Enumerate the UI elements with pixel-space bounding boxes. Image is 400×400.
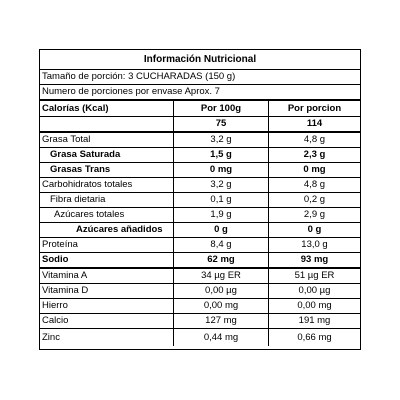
value-per-serving: 0,00 µg: [298, 285, 331, 296]
serving-size: Tamaño de porción: 3 CUCHARADAS (150 g): [40, 70, 360, 85]
calories-blank: [40, 117, 174, 131]
nutrient-name: Azúcares añadidos: [40, 223, 174, 237]
row-grasa-saturada: [40, 148, 360, 163]
value-per-100g: 0 mg: [174, 163, 269, 177]
value-per-serving: 13,0 g: [301, 239, 328, 250]
value-per-100g: 0,1 g: [174, 193, 269, 207]
value-per-100g: 3,2 g: [174, 133, 269, 147]
row-azucares-totales: [40, 208, 360, 223]
value-per-serving: 191 mg: [298, 315, 331, 326]
calories-per-serving: 114: [306, 118, 323, 129]
nutrient-name: Sodio: [40, 253, 174, 267]
nutrient-name: Grasa Total: [40, 133, 174, 147]
servings-per-container: Numero de porciones por envase Aprox. 7: [40, 85, 360, 101]
row-vitamina-a: [40, 269, 360, 284]
row-hierro: [40, 299, 360, 314]
value-per-serving: 51 µg ER: [294, 270, 335, 281]
per-serving-header: Por porcion: [287, 103, 342, 114]
value-per-serving: 0 g: [307, 224, 322, 235]
nutrient-name: Azúcares totales: [40, 208, 174, 222]
row-proteina: [40, 238, 360, 253]
row-vitamina-d: [40, 284, 360, 299]
nutrient-name: Grasas Trans: [40, 163, 174, 177]
header-row: [40, 101, 360, 117]
value-per-100g: 62 mg: [174, 253, 269, 267]
value-per-serving: 4,8 g: [303, 179, 326, 190]
value-per-serving: 4,8 g: [303, 134, 326, 145]
value-per-serving: 2,3 g: [303, 149, 326, 160]
value-per-100g: 1,9 g: [174, 208, 269, 222]
value-per-100g: 3,2 g: [174, 178, 269, 192]
row-zinc: [40, 329, 360, 346]
value-per-100g: 8,4 g: [174, 238, 269, 252]
row-calcio: [40, 314, 360, 329]
value-per-100g: 34 µg ER: [174, 269, 269, 283]
row-fibra: [40, 193, 360, 208]
nutrient-name: Vitamina D: [40, 284, 174, 298]
row-grasa-total: [40, 133, 360, 148]
calories-label: Calorías (Kcal): [40, 101, 174, 116]
per-100g-header: Por 100g: [174, 101, 269, 116]
value-per-100g: 127 mg: [174, 314, 269, 328]
nutrition-facts-table: [39, 49, 361, 350]
table-title: Información Nutricional: [40, 50, 360, 70]
nutrient-name: Hierro: [40, 299, 174, 313]
nutrient-name: Vitamina A: [40, 269, 174, 283]
nutrient-name: Calcio: [40, 314, 174, 328]
row-azucares-anadidos: [40, 223, 360, 238]
row-carbohidratos: [40, 178, 360, 193]
value-per-serving: 0,00 mg: [297, 300, 332, 311]
value-per-100g: 0 g: [174, 223, 269, 237]
row-sodio: [40, 253, 360, 269]
value-per-100g: 1,5 g: [174, 148, 269, 162]
nutrient-name: Zinc: [40, 329, 174, 346]
nutrient-name: Proteína: [40, 238, 174, 252]
value-per-serving: 2,9 g: [303, 209, 326, 220]
nutrient-name: Fibra dietaria: [40, 193, 174, 207]
nutrient-name: Carbohidratos totales: [40, 178, 174, 192]
value-per-100g: 0,00 mg: [174, 299, 269, 313]
value-per-serving: 0,2 g: [303, 194, 326, 205]
calories-per-100g: 75: [174, 117, 269, 131]
calories-row: [40, 117, 360, 133]
value-per-serving: 0 mg: [303, 164, 326, 175]
value-per-100g: 0,00 µg: [174, 284, 269, 298]
value-per-serving: 0,66 mg: [297, 332, 332, 343]
value-per-100g: 0,44 mg: [174, 329, 269, 346]
nutrient-name: Grasa Saturada: [40, 148, 174, 162]
value-per-serving: 93 mg: [300, 254, 329, 265]
row-grasas-trans: [40, 163, 360, 178]
